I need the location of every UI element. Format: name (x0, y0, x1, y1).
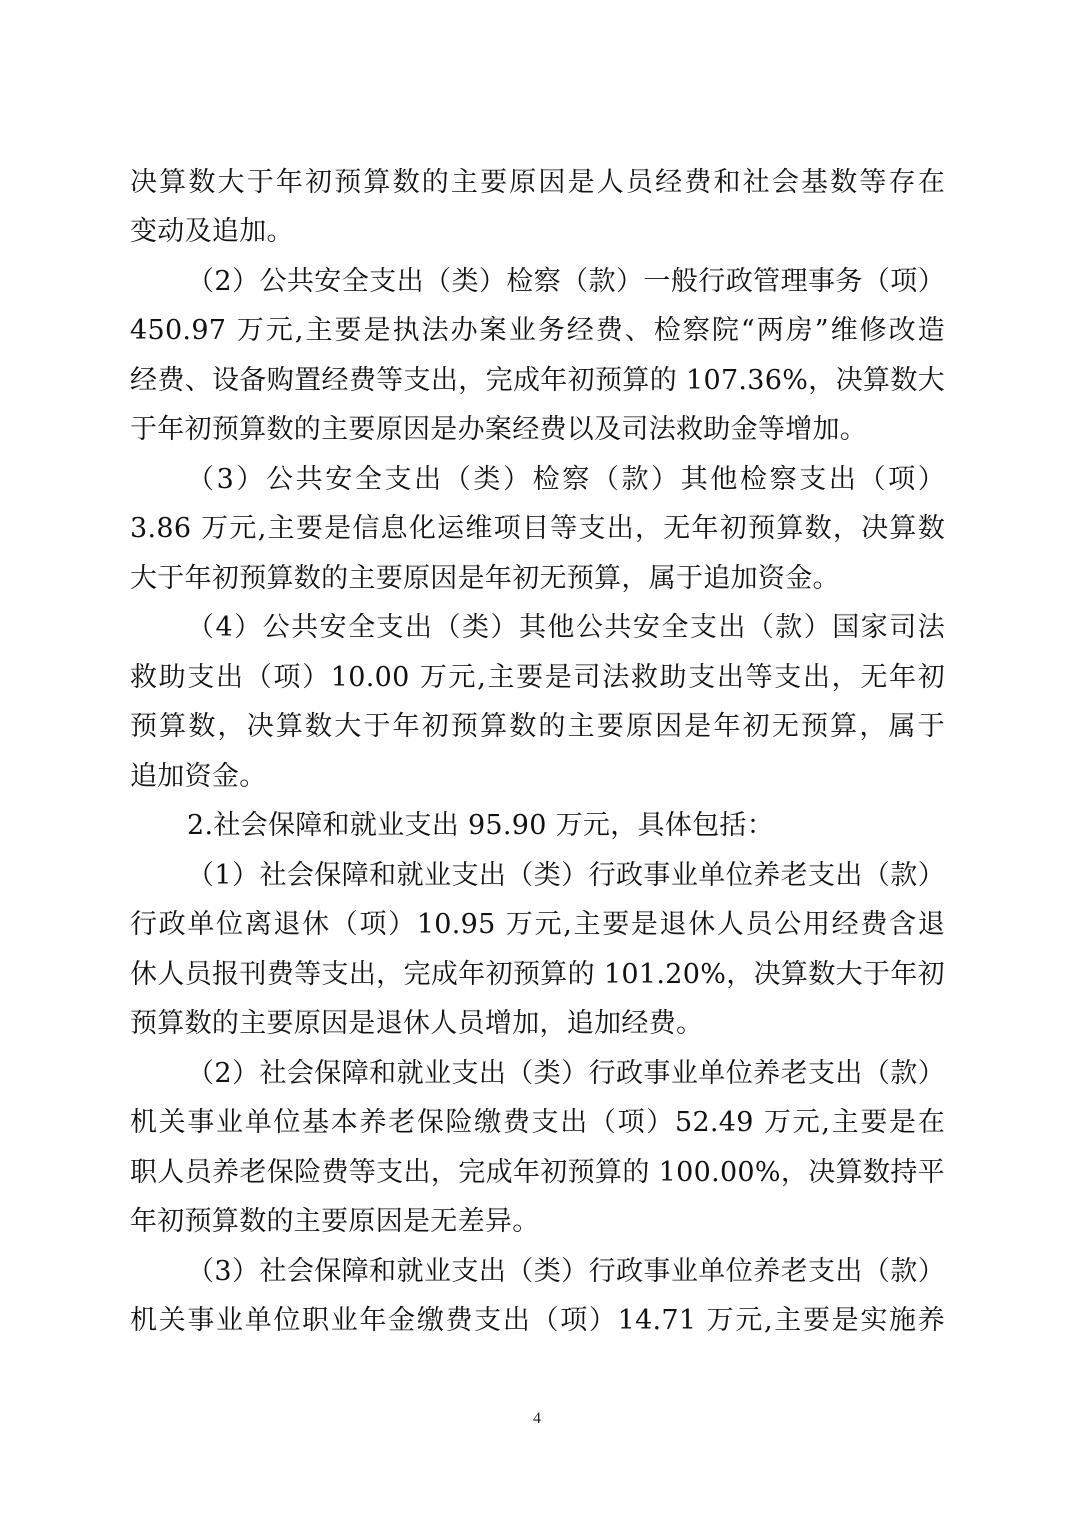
paragraph-line: 年初预算数的主要原因是无差异。 (130, 1206, 540, 1237)
paragraph-line: 决算数大于年初预算数的主要原因是人员经费和社会基数等存在 (130, 167, 945, 198)
paragraph-line: 预算数，决算数大于年初预算数的主要原因是年初无预算，属于 (130, 711, 945, 742)
paragraph-line: 450.97 万元,主要是执法办案业务经费、检察院“两房”维修改造 (130, 315, 945, 346)
paragraph-line: 行政单位离退休（项）10.95 万元,主要是退休人员公用经费含退 (130, 909, 945, 940)
paragraph-line: 预算数的主要原因是退休人员增加，追加经费。 (130, 1008, 704, 1039)
paragraph-line: （3）公共安全支出（类）检察（款）其他检察支出（项） (187, 464, 945, 495)
paragraph-line: （3）社会保障和就业支出（类）行政事业单位养老支出（款） (187, 1256, 945, 1287)
paragraph-line: 职人员养老保险费等支出，完成年初预算的 100.00%，决算数持平 (130, 1157, 945, 1188)
paragraph-line: 机关事业单位职业年金缴费支出（项）14.71 万元,主要是实施养 (130, 1305, 945, 1336)
paragraph-line: 变动及追加。 (130, 216, 294, 247)
paragraph-line: 于年初预算数的主要原因是办案经费以及司法救助金等增加。 (130, 414, 868, 445)
paragraph-line: （2）公共安全支出（类）检察（款）一般行政管理事务（项） (187, 266, 945, 297)
paragraph-line: （2）社会保障和就业支出（类）行政事业单位养老支出（款） (187, 1058, 945, 1089)
paragraph-line: 3.86 万元,主要是信息化运维项目等支出，无年初预算数，决算数 (130, 513, 945, 544)
section-heading: 2.社会保障和就业支出 95.90 万元，具体包括： (187, 810, 775, 841)
paragraph-line: 追加资金。 (130, 761, 267, 792)
paragraph-line: 经费、设备购置经费等支出，完成年初预算的 107.36%，决算数大 (130, 365, 945, 396)
paragraph-line: 休人员报刊费等支出，完成年初预算的 101.20%，决算数大于年初 (130, 959, 945, 990)
paragraph-line: 大于年初预算数的主要原因是年初无预算，属于追加资金。 (130, 563, 840, 594)
paragraph-line: （1）社会保障和就业支出（类）行政事业单位养老支出（款） (187, 860, 945, 891)
page-number: 4 (533, 1410, 541, 1427)
paragraph-line: 救助支出（项）10.00 万元,主要是司法救助支出等支出，无年初 (130, 662, 945, 693)
paragraph-line: 机关事业单位基本养老保险缴费支出（项）52.49 万元,主要是在 (130, 1107, 945, 1138)
paragraph-line: （4）公共安全支出（类）其他公共安全支出（款）国家司法 (187, 612, 945, 643)
